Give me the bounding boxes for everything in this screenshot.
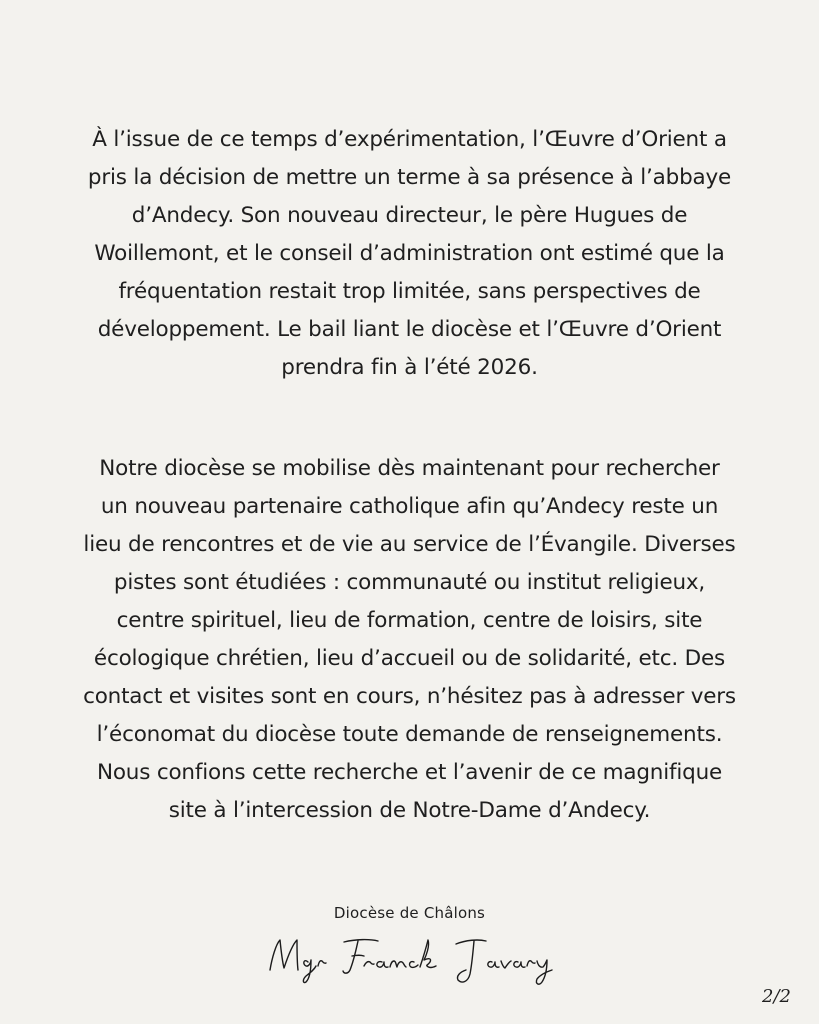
paragraph-line: À l’issue de ce temps d’expérimentation, l’Œuvre d’Orient a	[92, 127, 727, 152]
paragraph-line: Notre diocèse se mobilise dès maintenant pour rechercher	[99, 456, 720, 481]
paragraph-line: Woillemont, et le conseil d’administration ont estimé que la	[94, 241, 725, 266]
paragraph-line: pris la décision de mettre un terme à sa présence à l’abbaye	[87, 165, 732, 190]
page-number: 2/2	[762, 986, 791, 1007]
paragraph-line: un nouveau partenaire catholique afin qu’Andecy reste un	[100, 494, 719, 519]
paragraph-line: lieu de rencontres et de vie au service de l’Évangile. Diverses	[83, 532, 736, 557]
paragraph-line: écologique chrétien, lieu d’accueil ou de solidarité, etc. Des	[93, 646, 726, 671]
paragraph-line: d’Andecy. Son nouveau directeur, le père Hugues de	[131, 203, 688, 228]
paragraph-line: l’économat du diocèse toute demande de renseignements.	[96, 722, 723, 747]
paragraph-line: prendra fin à l’été 2026.	[281, 355, 538, 380]
paragraph-line: site à l’intercession de Notre-Dame d’Andecy.	[168, 798, 651, 823]
signature-image	[260, 928, 560, 988]
paragraph-line: développement. Le bail liant le diocèse et l’Œuvre d’Orient	[97, 317, 722, 342]
paragraph-line: contact et visites sont en cours, n’hésitez pas à adresser vers	[83, 684, 736, 709]
paragraph-2	[40, 450, 779, 830]
paragraph-line: centre spirituel, lieu de formation, centre de loisirs, site	[116, 608, 703, 633]
paragraph-line: Nous confions cette recherche et l’avenir de ce magnifique	[96, 760, 723, 785]
organization-name: Diocèse de Châlons	[333, 904, 486, 922]
paragraph-line: fréquentation restait trop limitée, sans perspectives de	[118, 279, 701, 304]
paragraph-line: pistes sont étudiées : communauté ou institut religieux,	[113, 570, 706, 595]
paragraph-1	[40, 121, 779, 387]
